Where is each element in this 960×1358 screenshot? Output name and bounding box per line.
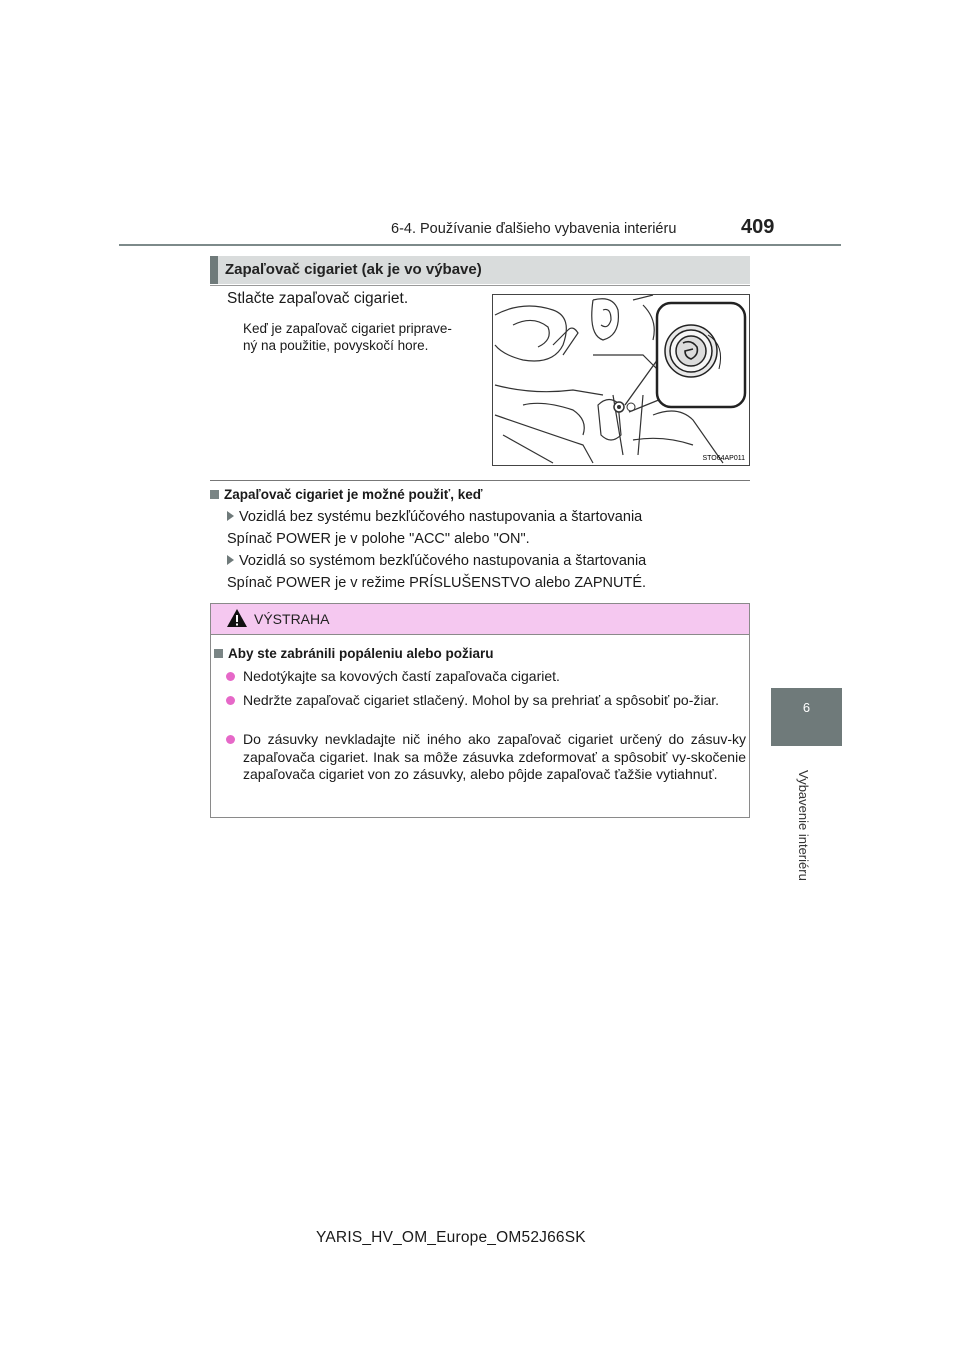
usage-variant-1-detail: Spínač POWER je v polohe "ACC" alebo "ON".: [227, 531, 530, 547]
chapter-title-vertical: [796, 770, 816, 890]
illustration-code: STO64AP011: [702, 455, 745, 462]
step-instruction: Stlačte zapaľovač cigariet.: [227, 290, 409, 307]
triangle-bullet-icon: [227, 511, 234, 521]
page-number: 409: [741, 216, 775, 238]
triangle-bullet-icon: [227, 555, 234, 565]
step-note-line-2: ný na použitie, povyskočí hore.: [243, 338, 429, 353]
warning-item-2-text: Nedržte zapaľovač cigariet stlačený. Mohol by sa prehriať a spôsobiť po-žiar.: [243, 692, 720, 708]
step-note: [243, 320, 483, 354]
warning-box: [210, 603, 750, 818]
warning-item-3: [226, 731, 746, 784]
pink-bullet-icon: [226, 735, 235, 744]
usage-variant-1: [227, 509, 642, 525]
header-section-title: 6-4. Používanie ďalšieho vybavenia interiéru: [391, 221, 677, 237]
usage-variant-1-text: Vozidlá bez systému bezkľúčového nastupovania a štartovania: [239, 509, 643, 525]
chapter-title: Vybavenie interiéru: [796, 770, 811, 881]
warning-heading: [214, 646, 494, 661]
content-divider: [210, 480, 750, 481]
usage-variant-2-detail: Spínač POWER je v režime PRÍSLUŠENSTVO alebo ZAPNUTÉ.: [227, 575, 647, 591]
cigarette-lighter-illustration: [492, 294, 750, 466]
warning-heading-text: Aby ste zabránili popáleniu alebo požiaru: [228, 646, 494, 661]
warning-label: VÝSTRAHA: [254, 611, 330, 627]
usage-variant-2-text: Vozidlá so systémom bezkľúčového nastupovania a štartovania: [239, 553, 647, 569]
warning-triangle-icon: [226, 608, 248, 628]
chapter-tab: [771, 688, 842, 746]
warning-item-1: [226, 668, 746, 686]
document-code: YARIS_HV_OM_Europe_OM52J66SK: [316, 1229, 586, 1246]
square-bullet-icon: [210, 490, 219, 499]
warning-item-3-text: Do zásuvky nevkladajte nič iného ako zapaľovač cigariet určený do zásuv-ky zapaľovača cigariet. Inak sa môže zásuvka zdeformovať a spôsobiť vy-skočenie zapaľovača cigariet von zo zásuvky, alebo pôjde zapaľovač ťažšie vytiahnuť.: [243, 731, 746, 782]
usage-heading-text: Zapaľovač cigariet je možné použiť, keď: [224, 487, 483, 502]
section-divider: [210, 285, 750, 286]
step-note-line-1: Keď je zapaľovač cigariet priprave-: [243, 321, 452, 336]
warning-item-2: [226, 692, 746, 710]
section-heading: Zapaľovač cigariet (ak je vo výbave): [210, 256, 750, 284]
usage-variant-2: [227, 553, 646, 569]
warning-item-1-text: Nedotýkajte sa kovových častí zapaľovača cigariet.: [243, 668, 560, 684]
dashboard-drawing: [493, 295, 749, 465]
square-bullet-icon: [214, 649, 223, 658]
pink-bullet-icon: [226, 672, 235, 681]
usage-heading: [210, 487, 482, 502]
header-divider: [119, 244, 841, 246]
pink-bullet-icon: [226, 696, 235, 705]
chapter-number: 6: [802, 700, 811, 715]
